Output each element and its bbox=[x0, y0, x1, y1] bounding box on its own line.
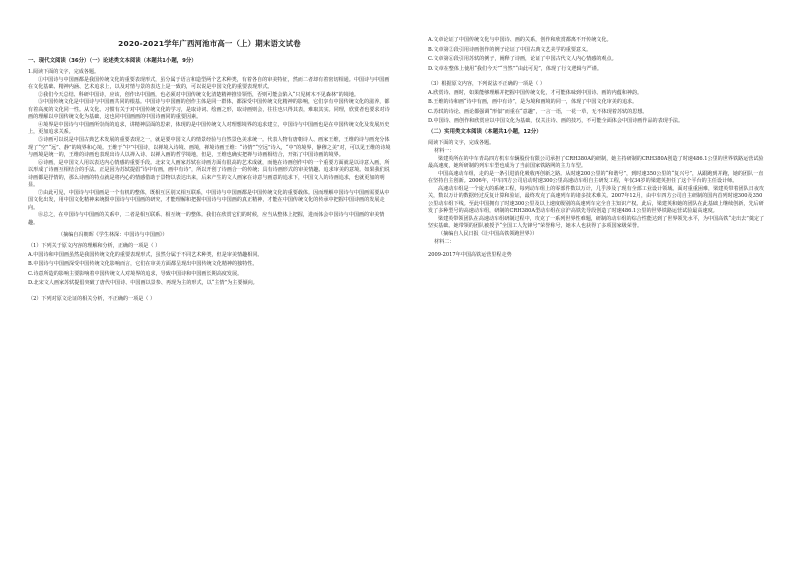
paragraph: ②我们今天总结、科研中国诗，应该，创作出中国画，也必须对中国传统文化清楚精神推崇领悟，否则可能会陷入“只见树木不见森林”的境地。 bbox=[38, 91, 360, 98]
left-column bbox=[28, 0, 391, 562]
material-2-label: 材料二： bbox=[434, 238, 455, 245]
option-a: A.文章论证了中国传统文化与中国诗、画的关系，创作和欣赏都离不开传统文化。 bbox=[428, 37, 612, 43]
right-column bbox=[428, 0, 767, 562]
section-2-intro: 阅读下面的文字，完成各题。 bbox=[428, 140, 495, 147]
paragraph: ③中国传统文化是中国诗与中国画共同的根基。中国诗与中国画的创作主体是同一群体，都深受中国传统文化精神的影响，它们享有中国传统文化的滋养，都有着高度的文化同一性。从文化、习惯有关于对中国传统文化的学习，是取诗词、绘画之形，取诗画则会，往往也只得其表，难取其实。同理，欣赏者也要求对诗画的理解以中国传统文化为基础，这也同中国画画的中国诗画同的重要因素。 bbox=[28, 99, 390, 121]
option-d: D.北宋文人画家苏轼提倡突破了唐代中国诗、中国画以景参、再现为主的形式，以“主情”为主要倾向。 bbox=[28, 280, 258, 287]
option-c: C.苏轼的诗论、画论都强调“形似”而重在“意趣”，一言一语，一花一草，无不体现着苏轼的思想。 bbox=[428, 108, 648, 115]
option-d: D.中国诗、画创作和欣赏应以中国文化为基础，仅关注诗、画的技巧，不可能全面体会中国诗画作品的表现手法。 bbox=[428, 118, 684, 125]
material-1-label: 材料一： bbox=[434, 148, 455, 155]
option-a: A.中国诗和中国画虽然是我国传统文化的重要表现形式，虽然分属于不同艺术种类，但是审美情趣相同。 bbox=[28, 251, 263, 258]
chart-caption: 2009-2017年中国高铁运营里程走势 bbox=[428, 252, 512, 259]
passage-2-source: （摘编自人民日报《让中国高铁领跑世界》） bbox=[438, 231, 538, 238]
paragraph: ⑧总之，在中国诗与中国画的关系中，二者是相互联系、相互统一的整体。我们在欣赏它们的时候，应当从整体上把握，进而体会中国诗与中国画的审美情趣。 bbox=[28, 212, 385, 227]
question-1-3: （3）根据原文内容，下列说法不正确的一项是（ ） bbox=[428, 81, 545, 88]
question-1-1: （1）下列关于原文内容的理解和分析，正确的一项是（ ） bbox=[28, 243, 161, 250]
option-a: A.欣赏诗、画时，如果能够理解并把握中国传统文化，才可能体味到中国诗、画的内蕴和神韵。 bbox=[428, 89, 643, 96]
question-1-intro: 1.阅读下面的文字，完成各题。 bbox=[28, 69, 100, 76]
section-2-heading: （二）实用类文本阅读（本题共1小题，12分） bbox=[428, 128, 542, 135]
option-b: B.文章第②段引用诗画创作的例子论证了中国古典文艺美学的重要意义。 bbox=[428, 46, 592, 53]
option-c: C.文章第⑥段引用苏轼的例子，阐释了诗画，论证了中国古代文人内心情感的观点。 bbox=[428, 56, 617, 63]
paragraph: ⑥诗画，是中国文人用以表达内心情感的重要手段。北宋文人画家苏轼在诗画方面有很高的艺术成就，而他在诗画创作中的一个重要方面就是以诗意入画，所以形成了诗画互相结合的手法。正是因为苏轼提倡“诗中有画，画中有诗”，所以开创了诗画合一的传统；具有诗画形式的审美情趣、追求审美的意境。如果我们说诗画都是抒情的，那么诗画的特点就是将内心的情感借助于景物以表达出来，后来产生的文人画家在诗意与画意的追求下，中国文人的诗画追求，也就更加的明显。 bbox=[28, 159, 390, 189]
exam-title: 2020-2021学年广西河池市高一（上）期末语文试卷 bbox=[118, 39, 301, 48]
option-b: B.王维的诗和画“诗中有画，画中有诗”，是为境和画境的同一，体现了中国文化审美的追求。 bbox=[428, 99, 638, 106]
paragraph: ⑦由此可见，中国诗与中国画是一个有机的整体，既相互区别又相互联系，中国诗与中国画都是中国传统文化的重要载体。因而理解中国诗与中国画需要从中国文化出发，用中国文化精神来统摄中国诗与中国画的研究，才能理解和把握中国诗与中国画的真正精神，才能在中国传统文化的传承中把握中国诗画的发展走向。 bbox=[28, 189, 390, 211]
option-d: D.文章在整体上使用“我们今天”“当然”“由此可见”，体现了行文逻辑与严谨。 bbox=[428, 65, 602, 72]
paragraph: 中国高速动车组，走的是一条引进消化吸收再创新之路。从时速200公里的“和谐号”，到时速350公里的“复兴号”，从跟跑到并跑，她的团队一直在坚持自主创新。2006年，中车四方公司启动时速300公里高速动车组自主研发工程，年仅34岁的梁建英担任了这个平台的主任设计师。 bbox=[428, 170, 764, 185]
passage-source: （摘编自冯朝晖《学生林深：中国诗与中国画》） bbox=[58, 231, 168, 238]
option-b: B.中国诗与中国画深受中国传统文化影响而言，它们在审美方面都呈现出中国传统文化精神的独特性。 bbox=[28, 261, 258, 268]
paragraph: 梁建英所在的中车青岛四方机车车辆股份有限公司承担了CRH380A的研制，她主持研制的CRH380A创造了时速486.1公里的世界铁路运营试验最高速度，她所研制的列车车型也成为了当前国家铁路网的主力车型。 bbox=[428, 155, 764, 170]
passage-2 bbox=[428, 156, 767, 231]
paragraph: 高速动车组是一个庞大的系统工程，每列动车组上的零部件数以万计，几乎涉及了现有全部工业设计领域。面对重重困难，梁建英带着团队日夜攻关，数以万计的数据经过反复计算和验证，最终攻克了高速列车的诸多技术难关。2007年12月，由中车四方公司自主研制的国内首列时速300及350公里动车组下线。至此中国拥有了时速300公里及以上速度级别的高速列车完全自主知识产权。此后，梁建英和她的团队在此基础上继续创新，先后研发了多种型号的高速动车组，研制的CRH380A型动车组在京沪高铁先导段创造了时速486.1公里的世界铁路运营试验最高速度。 bbox=[428, 185, 765, 215]
paragraph: 梁建英带领团队在高速动车组研制过程中，攻克了一系列世界性难题，研制的动车组的综合性能达到了世界领先水平，为中国高铁“走出去”奠定了坚实基础。她带领的团队被授予“全国工人先锋号”荣誉称号，她本人也获得了多项国家级荣誉。 bbox=[428, 215, 765, 230]
paragraph: ④境界是中国诗与中国画所崇尚的追求，讲精神层面的思索，体现的是中国传统文人对理想境界的追求建立，中国诗与中国画也是在中国传统文化及发展历史上，更加追求关系。 bbox=[28, 121, 390, 136]
question-1-2: （2）下列对原文论证的相关分析，不正确的一项是（ ） bbox=[28, 295, 156, 302]
option-c: C.诗意所造的影响主要影响着中国传统文人对境界的追求，导致中国诗和中国画长期高度发展。 bbox=[28, 270, 243, 277]
section-1-heading: 一、现代文阅读（36分）（一）论述类文本阅读（本题共1小题，9分） bbox=[28, 57, 197, 64]
passage-1 bbox=[28, 77, 391, 228]
paragraph: ①中国诗与中国画都是我国传统文化的重要表现形式，虽分属于语言和造型两个艺术种类，有着各自的审美特征，然而二者却有着密切相通。中国诗与中国画在文化基础、精神内涵、艺术追求上，以及对情与景的表达上是一致的，可以说是中国文化的重要表现形式。 bbox=[28, 76, 390, 91]
paragraph: ⑤诗画可以说是中国古典艺术发展的重要表现之一，就是要中国文人的情景经验与自然景色美求统一。代表人物有唐朝诗人、画家王维，王维的诗与画充分体现了“空”“远”、静”的境界和心境。王维于“中”中国诗，以禅境入诗境、画境，禅境诗画王维：“诗情”“空远”诗入，“中”的境界，静穆之美”对，可以见王维的诗境与画境是统一的，王维的诗画也表现出诗人以禅入诗、以禅入画的哲学境地，但是，王维也确实把禅与诗画相结合，开拓了中国诗画的境界。 bbox=[28, 137, 391, 159]
